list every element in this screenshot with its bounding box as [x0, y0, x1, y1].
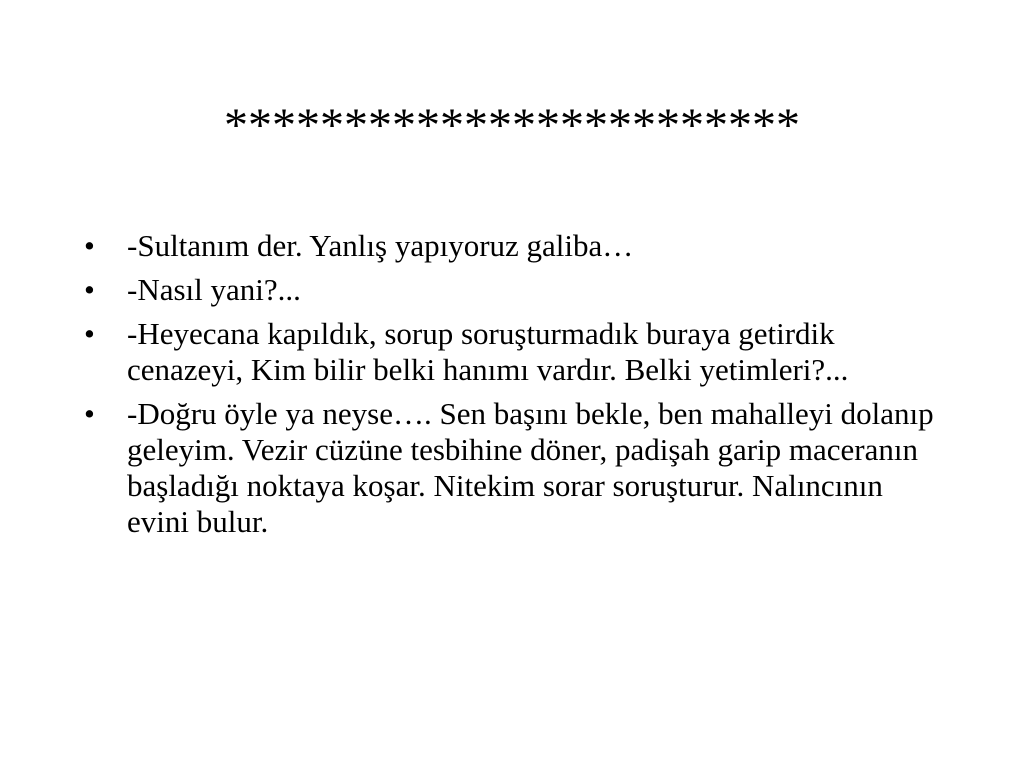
bullet-marker: • [84, 316, 95, 351]
list-item [84, 228, 944, 264]
bullet-marker: • [84, 396, 95, 431]
bullet-text: -Sultanım der. Yanlış yapıyoruz galiba… [127, 228, 634, 263]
bullet-list [84, 228, 944, 548]
list-item [84, 316, 944, 388]
bullet-text: -Nasıl yani?... [127, 272, 301, 307]
slide-title: ************************ [224, 99, 800, 152]
bullet-text: -Heyecana kapıldık, sorup soruşturmadık buraya getirdik cenazeyi, Kim bilir belki hanımı vardır. Belki yetimleri?... [127, 316, 849, 387]
bullet-marker: • [84, 272, 95, 307]
bullet-marker: • [84, 228, 95, 263]
bullet-text: -Doğru öyle ya neyse…. Sen başını bekle, ben mahalleyi dolanıp geleyim. Vezir cüzüne tesbihine döner, padişah garip maceranın başladığı noktaya koşar. Nitekim sorar soruşturur. Nalıncının evini bulur. [127, 396, 934, 539]
list-item [84, 396, 944, 540]
list-item [84, 272, 944, 308]
